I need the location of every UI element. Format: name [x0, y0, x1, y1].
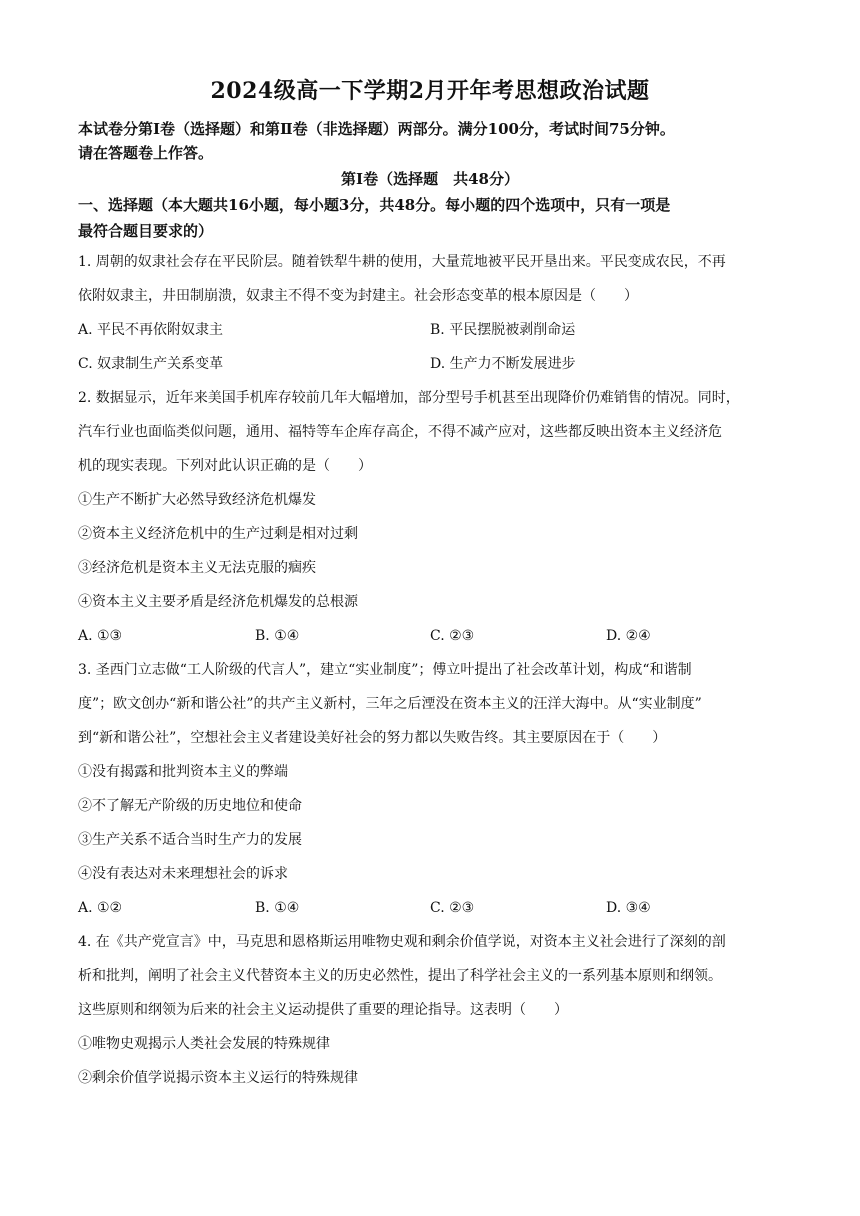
q3-option-b[interactable]: B. ①④ — [255, 900, 300, 916]
q1-option-d[interactable]: D. 生产力不断发展进步 — [430, 356, 576, 372]
section-title: 第Ⅰ卷（选择题 共48分） — [341, 170, 519, 188]
q3-item-1: ①没有揭露和批判资本主义的弊端 — [78, 764, 288, 780]
q2-stem-line-2: 汽车行业也面临类似问题，通用、福特等车企库存高企，不得不减产应对，这些都反映出资本主义经济危 — [78, 424, 722, 440]
exam-title: 2024级高一下学期2月开年考思想政治试题 — [210, 78, 650, 104]
q3-option-d[interactable]: D. ③④ — [606, 900, 651, 916]
q2-item-3: ③经济危机是资本主义无法克服的痼疾 — [78, 560, 316, 576]
q1-stem-line-1: 1. 周朝的奴隶社会存在平民阶层。随着铁犁牛耕的使用，大量荒地被平民开垦出来。平民变成农民，不再 — [78, 254, 726, 270]
q4-stem-line-2: 析和批判，阐明了社会主义代替资本主义的历史必然性，提出了科学社会主义的一系列基本原则和纲领。 — [78, 968, 722, 984]
q2-stem-line-1: 2. 数据显示，近年来美国手机库存较前几年大幅增加，部分型号手机甚至出现降价仍难销售的情况。同时， — [78, 390, 740, 406]
q2-stem-line-3: 机的现实表现。下列对此认识正确的是（ ） — [78, 458, 372, 474]
intro-line-1: 本试卷分第Ⅰ卷（选择题）和第Ⅱ卷（非选择题）两部分。满分100分，考试时间75分钟。 — [78, 120, 675, 138]
intro-line-2: 请在答题卷上作答。 — [78, 144, 214, 162]
part-heading-line-2: 最符合题目要求的） — [78, 222, 214, 240]
q1-option-a[interactable]: A. 平民不再依附奴隶主 — [78, 322, 224, 338]
q2-item-1: ①生产不断扩大必然导致经济危机爆发 — [78, 492, 316, 508]
q2-option-a[interactable]: A. ①③ — [78, 628, 123, 644]
q2-item-2: ②资本主义经济危机中的生产过剩是相对过剩 — [78, 526, 358, 542]
q2-option-c[interactable]: C. ②③ — [430, 628, 475, 644]
q1-stem-line-2: 依附奴隶主，井田制崩溃，奴隶主不得不变为封建主。社会形态变革的根本原因是（ ） — [78, 288, 638, 304]
q3-option-a[interactable]: A. ①② — [78, 900, 123, 916]
q3-item-3: ③生产关系不适合当时生产力的发展 — [78, 832, 302, 848]
q3-stem-line-3: 到“新和谐公社”，空想社会主义者建设美好社会的努力都以失败告终。其主要原因在于（ ） — [78, 730, 667, 746]
q4-stem-line-1: 4. 在《共产党宣言》中，马克思和恩格斯运用唯物史观和剩余价值学说，对资本主义社会进行了深刻的剖 — [78, 934, 726, 950]
q4-stem-line-3: 这些原则和纲领为后来的社会主义运动提供了重要的理论指导。这表明（ ） — [78, 1002, 568, 1018]
q4-item-1: ①唯物史观揭示人类社会发展的特殊规律 — [78, 1036, 330, 1052]
q1-option-b[interactable]: B. 平民摆脱被剥削命运 — [430, 322, 576, 338]
q3-stem-line-2: 度”；欧文创办“新和谐公社”的共产主义新村，三年之后湮没在资本主义的汪洋大海中。从“实业制度” — [78, 696, 702, 712]
q3-stem-line-1: 3. 圣西门立志做“工人阶级的代言人”，建立“实业制度”；傅立叶提出了社会改革计划，构成“和谐制 — [78, 662, 692, 678]
q1-option-c[interactable]: C. 奴隶制生产关系变革 — [78, 356, 224, 372]
q3-item-2: ②不了解无产阶级的历史地位和使命 — [78, 798, 302, 814]
q4-item-2: ②剩余价值学说揭示资本主义运行的特殊规律 — [78, 1070, 358, 1086]
q3-option-c[interactable]: C. ②③ — [430, 900, 475, 916]
part-heading-line-1: 一、选择题（本大题共16小题，每小题3分，共48分。每小题的四个选项中，只有一项是 — [78, 196, 671, 214]
q2-option-b[interactable]: B. ①④ — [255, 628, 300, 644]
q2-item-4: ④资本主义主要矛盾是经济危机爆发的总根源 — [78, 594, 358, 610]
q2-option-d[interactable]: D. ②④ — [606, 628, 651, 644]
q3-item-4: ④没有表达对未来理想社会的诉求 — [78, 866, 288, 882]
